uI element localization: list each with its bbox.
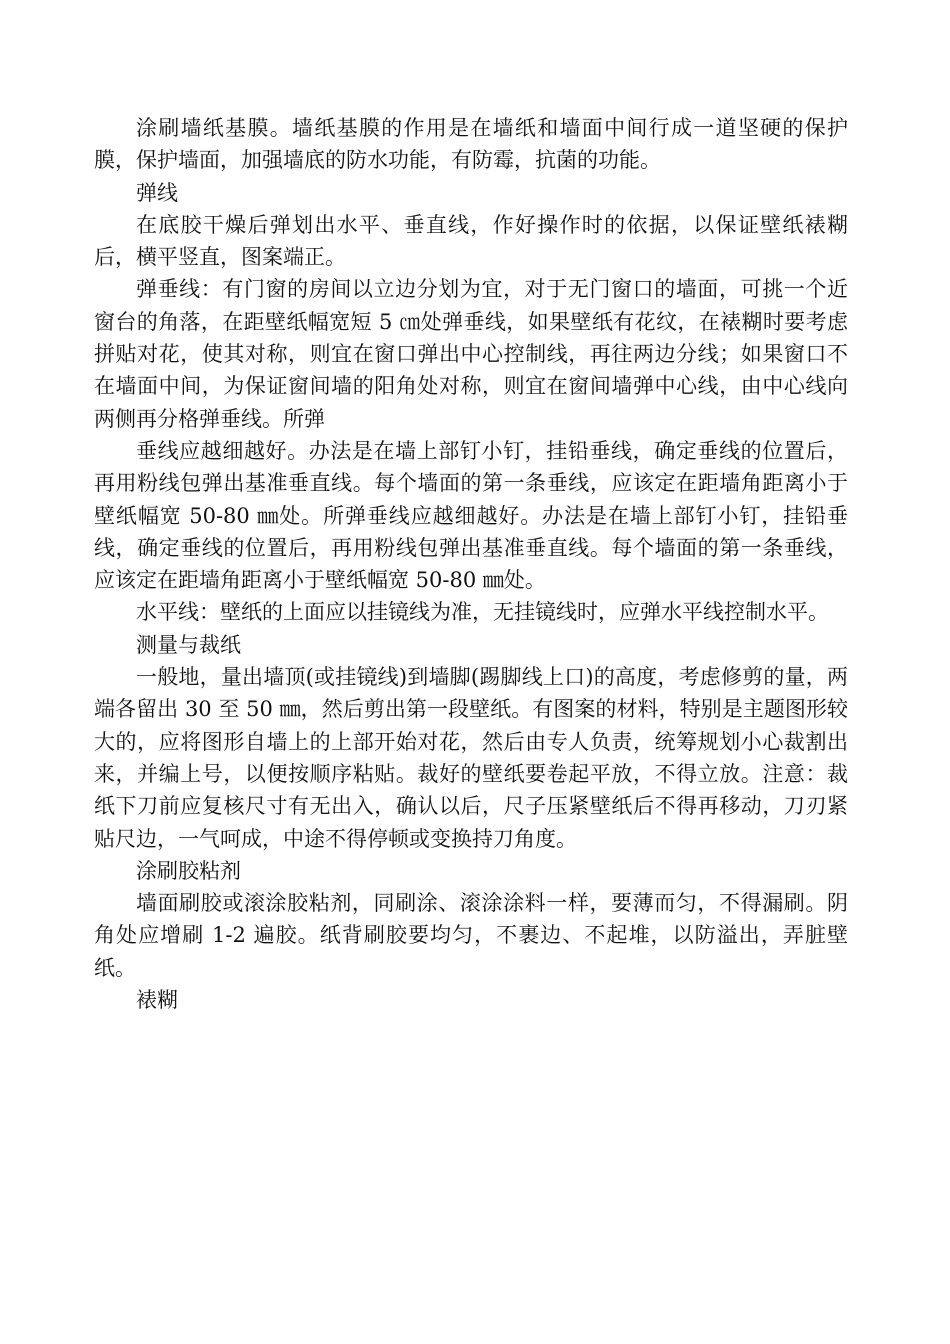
paragraph-snap-line-intro: 在底胶干燥后弹划出水平、垂直线，作好操作时的依据，以保证壁纸裱糊后，横平竖直，图案端正。 — [94, 212, 848, 270]
heading-paste: 裱糊 — [136, 988, 178, 1013]
paragraph-vertical-line-method: 垂线应越细越好。办法是在墙上部钉小钉，挂铅垂线，确定垂线的位置后，再用粉线包弹出基准垂直线。每个墙面的第一条垂线，应该定在距墙角距离小于壁纸幅宽 50-80 ㎜处。所弹垂线应越细越好。办法是在墙上部钉小钉，挂铅垂线，确定垂线的位置后，再用粉线包弹出基准垂直线。每个墙面的第一条垂线，应该定在距墙角距离小于壁纸幅宽 50-80 ㎜处。 — [94, 438, 848, 593]
paragraph-vertical-line: 弹垂线：有门窗的房间以立边分划为宜，对于无门窗口的墙面，可挑一个近窗台的角落，在距壁纸幅宽短 5 ㎝处弹垂线，如果壁纸有花纹，在裱糊时要考虑拼贴对花，使其对称，则宜在窗口弹出中心控制线，再往两边分线；如果窗口不在墙面中间，为保证窗间墙的阳角处对称，则宜在窗间墙弹中心线，由中心线向两侧再分格弹垂线。所弹 — [94, 277, 848, 431]
paragraph-apply-adhesive: 墙面刷胶或滚涂胶粘剂，同刷涂、滚涂涂料一样，要薄而匀，不得漏刷。阴角处应增刷 1-2 遍胶。纸背刷胶要均匀，不裹边、不起堆，以防溢出，弄脏壁纸。 — [94, 891, 848, 980]
heading-apply-adhesive: 涂刷胶粘剂 — [136, 858, 241, 883]
document-body — [94, 112, 848, 1016]
heading-snap-line: 弹线 — [136, 180, 178, 205]
paragraph-base-film: 涂刷墙纸基膜。墙纸基膜的作用是在墙纸和墙面中间行成一道坚硬的保护膜，保护墙面，加强墙底的防水功能，有防霉，抗菌的功能。 — [94, 116, 848, 173]
paragraph-horizontal-line: 水平线：壁纸的上面应以挂镜线为准，无挂镜线时，应弹水平线控制水平。 — [136, 600, 829, 625]
paragraph-measure-cut: 一般地，量出墙顶(或挂镜线)到墙脚(踢脚线上口)的高度，考虑修剪的量，两端各留出 30 至 50 ㎜，然后剪出第一段壁纸。有图案的材料，特别是主题图形较大的，应将图形自墙上的上部开始对花，然后由专人负责，统筹规划小心裁割出来，并编上号，以便按顺序粘贴。裁好的壁纸要卷起平放，不得立放。注意：裁纸下刀前应复核尺寸有无出入，确认以后，尺子压紧壁纸后不得再移动，刀刃紧贴尺边，一气呵成，中途不得停顿或变换持刀角度。 — [94, 665, 848, 851]
heading-measure-cut: 测量与裁纸 — [136, 632, 241, 657]
